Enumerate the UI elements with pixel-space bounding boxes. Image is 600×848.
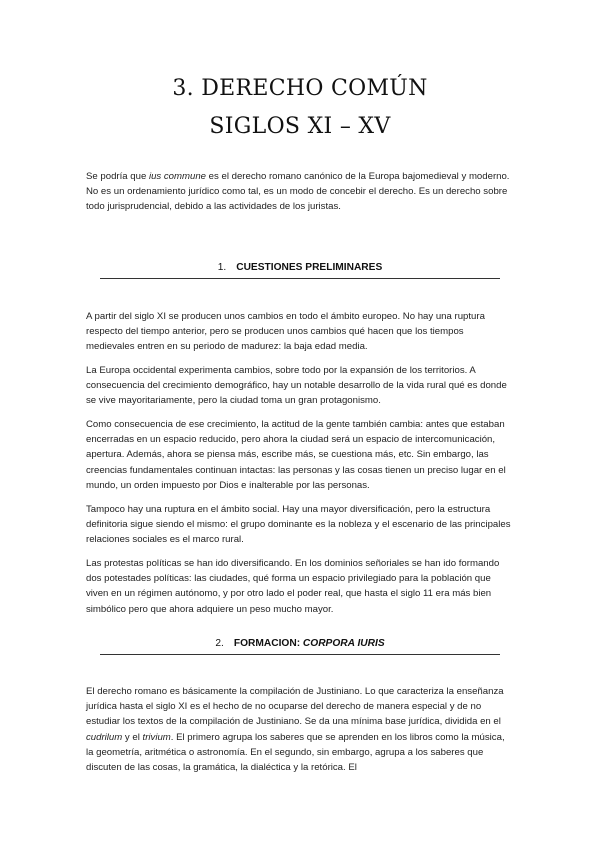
section-1-paragraph-2: La Europa occidental experimenta cambios, sobre todo por la expansión de los territorios. A consecuencia del crecimiento demográfico, hay un notable desarrollo de la vida rural qué es donde se vive mayoritariamente, pero la ciudad toma un gran protagonismo. bbox=[86, 365, 507, 407]
section-2-paragraph bbox=[86, 684, 514, 775]
section-2-text-run: . El primero agrupa los saberes que se aprenden en los libros como la música, la geometría, aritmética o astronomía. En el segundo, sin embargo, agrupa a los saberes que discuten de las cosas, la gramática, la dialéctica y la retórica. El bbox=[86, 731, 505, 774]
section-2-number: 2. bbox=[215, 638, 224, 649]
section-2-text-run: cudrilum bbox=[86, 731, 123, 743]
chapter-title: 3. DERECHO COMÚN bbox=[172, 76, 428, 101]
section-1-paragraph-5: Las protestas políticas se han ido diversificando. En los dominios señoriales se han ido formando dos potestades políticas: las ciudades, qué forma un espacio privilegiado para la población que viven en un régimen autónomo, y por otro lado el poder real, que hasta el siglo 11 era más bien simbólico pero que ahora adquiere un peso mucho mayor. bbox=[86, 558, 500, 615]
section-2-text-run: El derecho romano es básicamente la compilación de Justiniano. Lo que caracteriza la enseñanza jurídica hasta el siglo XI es el hecho de no ocuparse del derecho de manera especial y de no estudiar los textos de la compilación de Justiniano. Se da una mínima base jurídica, dividida en el bbox=[86, 686, 504, 728]
intro-text-run: ius commune bbox=[148, 171, 207, 182]
section-1-title: CUESTIONES PRELIMINARES bbox=[236, 262, 383, 273]
chapter-subtitle: SIGLOS XI – XV bbox=[209, 114, 391, 139]
section-2-text-run: y el bbox=[122, 731, 143, 743]
section-2-divider bbox=[100, 654, 500, 655]
section-2-title: FORMACION: bbox=[233, 638, 303, 649]
intro-text-run: es el derecho romano canónico de la Europa bajomedieval y moderno. No es un ordenamiento jurídico como tal, es un modo de concebir el derecho. Es un derecho sobre todo jurisprudencial, debido a las actividades de los juristas. bbox=[86, 171, 510, 213]
section-1-paragraph-1: A partir del siglo XI se producen unos cambios en todo el ámbito europeo. No hay una ruptura respecto del tiempo anterior, pero se producen unos cambios qué hacen que los tiempos medievales entren en su periodo de madurez: la baja edad media. bbox=[86, 311, 485, 353]
intro-text-run: Se podría que bbox=[86, 171, 149, 182]
section-2-title-italic: CORPORA IURIS bbox=[302, 638, 385, 649]
intro-paragraph bbox=[86, 169, 514, 215]
section-2-heading bbox=[100, 638, 500, 649]
section-1-paragraph-4: Tampoco hay una ruptura en el ámbito social. Hay una mayor diversificación, pero la estructura definitoria sigue siendo el mismo: el grupo dominante es la nobleza y el escenario de las principales relaciones sociales es el marco rural. bbox=[86, 504, 511, 546]
section-1-paragraph-3: Como consecuencia de ese crecimiento, la actitud de la gente también cambia: antes que estaban encerradas en un espacio reducido, pero ahora la ciudad será un espacio de intercomunicación, apertura. Además, ahora se piensa más, escribe más, se cuestiona más, etc. Sin embargo, las creencias fundamentales continuan intactas: las personas y las cosas tienen un preciso lugar en el mundo, un orden impuesto por Dios e inalterable por las personas. bbox=[86, 419, 506, 491]
section-1-divider bbox=[100, 278, 500, 279]
section-2-text-run: trivium bbox=[142, 731, 171, 743]
section-1-heading bbox=[100, 262, 500, 273]
section-1-number: 1. bbox=[217, 262, 227, 273]
